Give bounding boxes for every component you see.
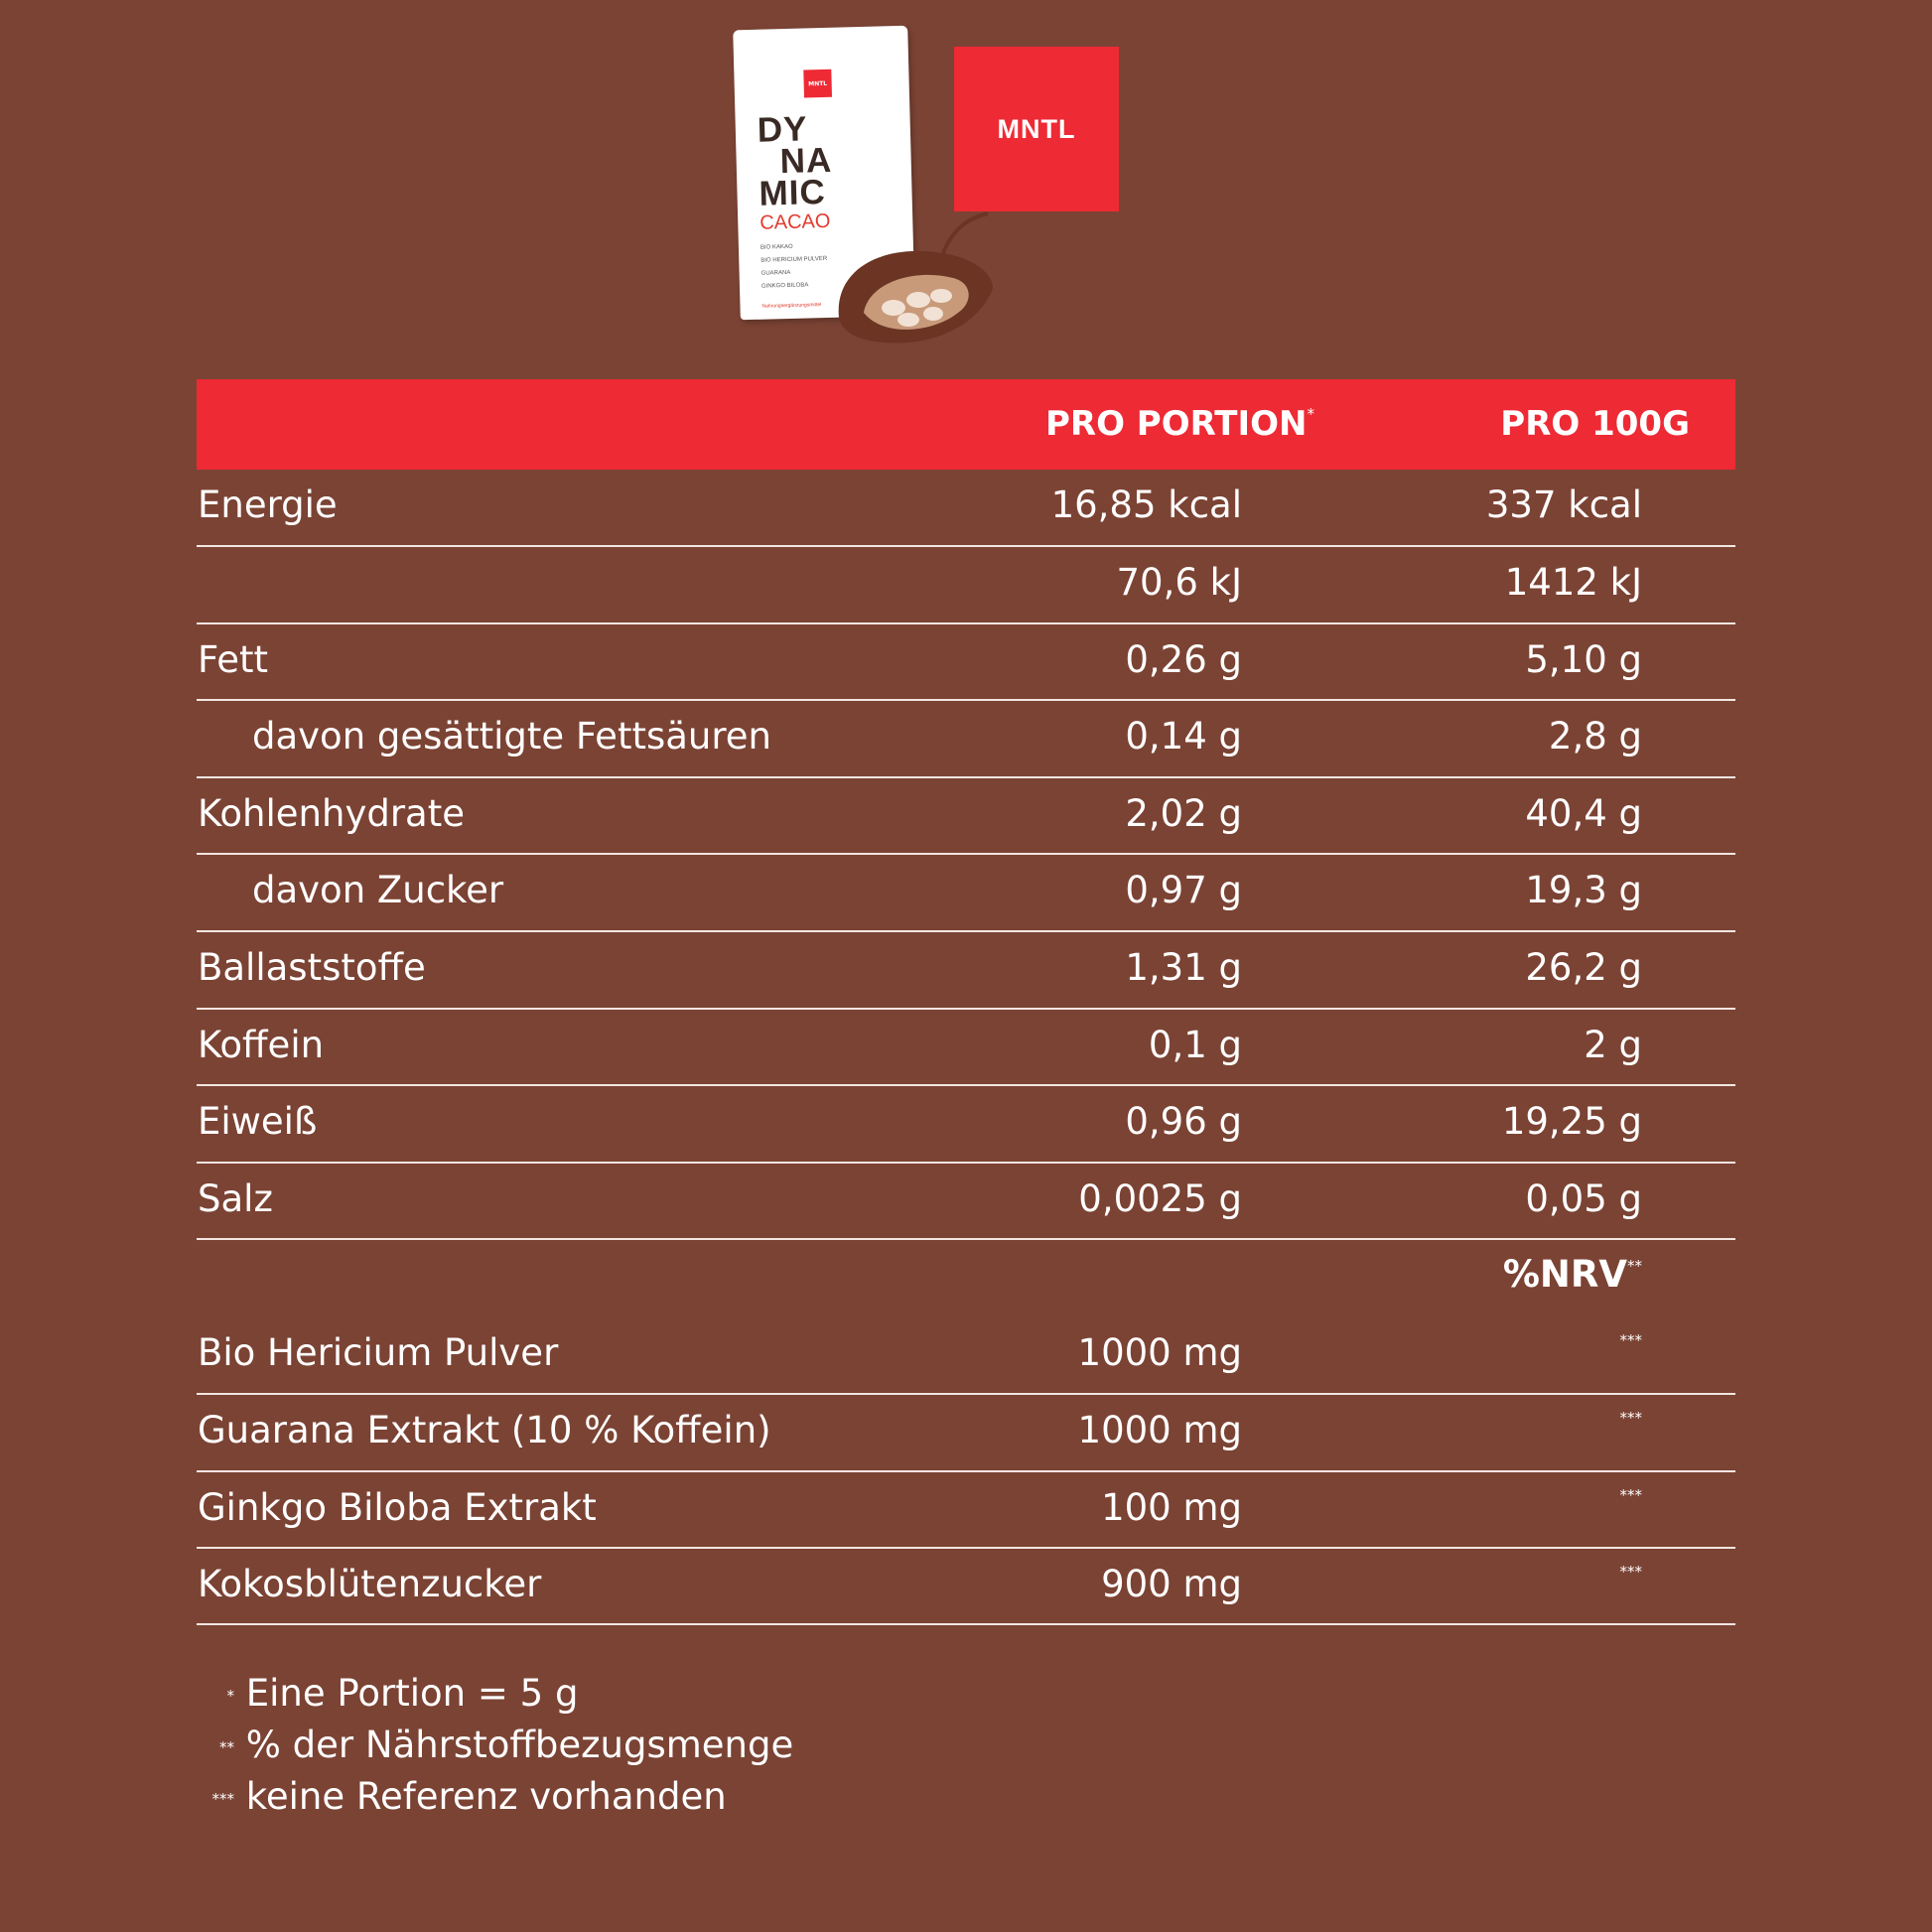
footnote-text: % der Nährstoffbezugsmenge [245, 1724, 794, 1766]
nrv-value: *** [1619, 1331, 1642, 1349]
row-label: davon Zucker [252, 869, 504, 911]
nrv-header-row [197, 1253, 1735, 1312]
nrv-value: *** [1619, 1409, 1642, 1427]
table-header [197, 379, 1735, 470]
value-per-portion: 0,97 g [1125, 869, 1242, 911]
row-label: Eiweiß [198, 1100, 318, 1143]
nrv-value: *** [1619, 1486, 1642, 1504]
ingredient-label: Bio Hericium Pulver [198, 1331, 559, 1374]
footnote-marker: * [1307, 405, 1314, 423]
ingredient-row [197, 1317, 1735, 1395]
value-per-100g: 1412 kJ [1504, 561, 1642, 604]
value-per-100g: 19,3 g [1525, 869, 1642, 911]
pouch-ingredient: GINKGO BILOBA [760, 282, 809, 290]
column-header-per-portion [1045, 379, 1314, 470]
table-row [197, 547, 1735, 624]
value-per-portion: 0,96 g [1125, 1100, 1242, 1143]
row-label: Ballaststoffe [198, 946, 426, 989]
cacao-pod-icon [824, 208, 1003, 357]
footnote [197, 1668, 793, 1720]
footnote [197, 1771, 793, 1823]
value-per-portion: 1000 mg [1077, 1331, 1242, 1374]
table-row [197, 1086, 1735, 1164]
table-row [197, 624, 1735, 701]
pouch-title-line: DY [757, 109, 808, 150]
row-label: Koffein [198, 1024, 325, 1066]
pouch-subtitle: CACAO [759, 209, 831, 234]
pouch-ingredient: GUARANA [760, 269, 791, 277]
pouch-title [757, 109, 833, 213]
brand-logo [954, 47, 1119, 211]
footnote-text: keine Referenz vorhanden [245, 1775, 727, 1818]
row-label: davon gesättigte Fettsäuren [252, 715, 771, 758]
value-per-100g: 19,25 g [1501, 1100, 1642, 1143]
value-per-portion: 0,14 g [1125, 715, 1242, 758]
ingredient-label: Guarana Extrakt (10 % Koffein) [198, 1409, 771, 1451]
table-row [197, 778, 1735, 855]
ingredient-label: Kokosblütenzucker [198, 1563, 542, 1605]
footnote-text: Eine Portion = 5 g [245, 1672, 579, 1715]
value-per-portion: 0,1 g [1148, 1024, 1242, 1066]
footnote-marker: * [226, 1687, 234, 1705]
value-per-100g: 2,8 g [1548, 715, 1642, 758]
value-per-100g: 26,2 g [1525, 946, 1642, 989]
value-per-portion: 1000 mg [1077, 1409, 1242, 1451]
footnote-marker: *** [211, 1790, 234, 1808]
ingredient-label: Ginkgo Biloba Extrakt [198, 1486, 597, 1529]
footnote-marker: ** [219, 1738, 234, 1756]
value-per-portion: 70,6 kJ [1116, 561, 1242, 604]
column-header-per-100g: PRO 100G [1500, 404, 1690, 444]
value-per-portion: 16,85 kcal [1050, 483, 1242, 526]
table-row [197, 932, 1735, 1010]
brand-logo-text: MNTL [997, 113, 1076, 144]
nrv-value: *** [1619, 1563, 1642, 1581]
table-row [197, 855, 1735, 932]
pouch-ingredient: BIO HERICIUM PULVER [760, 255, 828, 264]
row-label: Fett [198, 638, 269, 681]
pouch-brand-logo: MNTL [803, 69, 832, 98]
value-per-portion: 900 mg [1101, 1563, 1242, 1605]
value-per-portion: 100 mg [1101, 1486, 1242, 1529]
table-row [197, 701, 1735, 778]
pouch-footer: Nahrungsergänzungsmittel [761, 302, 822, 310]
value-per-portion: 1,31 g [1125, 946, 1242, 989]
table-row [197, 1010, 1735, 1086]
ingredient-row [197, 1549, 1735, 1625]
table-row [197, 470, 1735, 547]
value-per-100g: 2 g [1584, 1024, 1642, 1066]
value-per-100g: 337 kcal [1485, 483, 1642, 526]
row-label: Salz [198, 1177, 273, 1220]
pouch-title-line: MIC [759, 172, 827, 213]
pouch-title-line: NA [779, 140, 833, 182]
row-label: Energie [198, 483, 338, 526]
footnotes [197, 1668, 793, 1823]
ingredient-row [197, 1395, 1735, 1472]
value-per-100g: 40,4 g [1525, 792, 1642, 835]
table-row [197, 1164, 1735, 1240]
footnote-marker: ** [1627, 1257, 1642, 1275]
pouch-ingredient-list [760, 240, 828, 294]
value-per-100g: 5,10 g [1525, 638, 1642, 681]
value-per-100g: 0,05 g [1525, 1177, 1642, 1220]
nrv-header [1503, 1253, 1642, 1296]
ingredient-row [197, 1472, 1735, 1549]
value-per-portion: 2,02 g [1125, 792, 1242, 835]
footnote [197, 1720, 793, 1771]
value-per-portion: 0,0025 g [1078, 1177, 1242, 1220]
column-header-per-portion-label: PRO PORTION [1044, 404, 1308, 444]
row-label: Kohlenhydrate [198, 792, 465, 835]
value-per-portion: 0,26 g [1125, 638, 1242, 681]
pouch-ingredient: BIO KAKAO [759, 243, 793, 251]
nrv-header-label: %NRV [1502, 1253, 1627, 1296]
